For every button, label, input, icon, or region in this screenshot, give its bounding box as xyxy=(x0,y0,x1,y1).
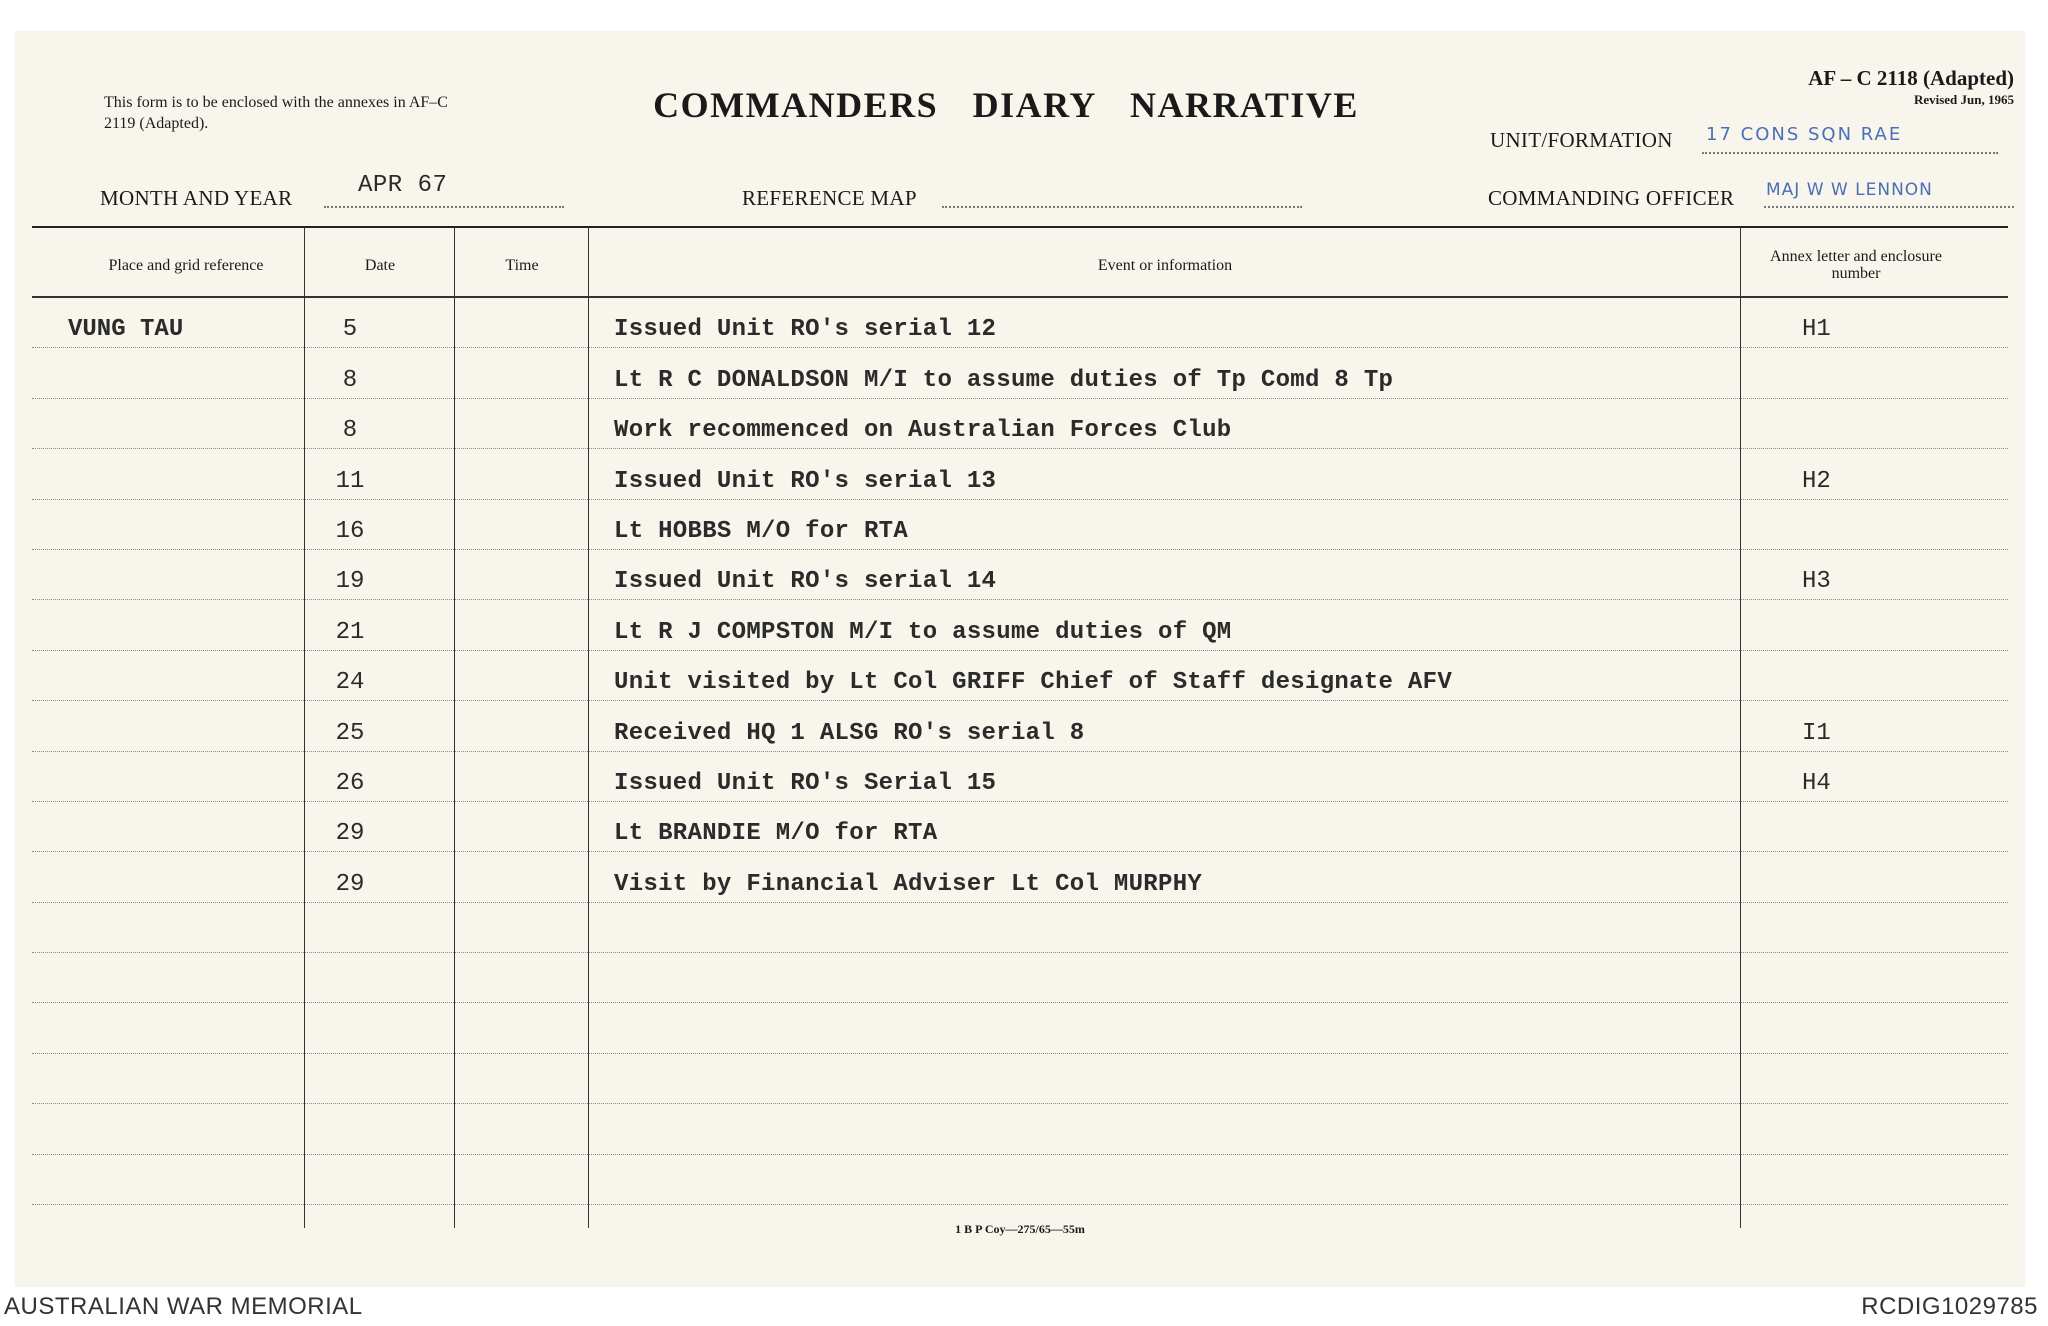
event-cell: Lt R J COMPSTON M/I to assume duties of QM xyxy=(614,618,1232,646)
annex-cell: H4 xyxy=(1802,769,1831,797)
date-cell: 8 xyxy=(342,366,358,394)
date-cell: 16 xyxy=(335,517,365,545)
archive-reference: RCDIG1029785 xyxy=(1861,1293,2038,1320)
table-row xyxy=(32,953,2008,1003)
date-cell: 19 xyxy=(335,568,365,596)
month-year-value: APR 67 xyxy=(358,172,448,199)
event-cell: Received HQ 1 ALSG RO's serial 8 xyxy=(614,719,1085,747)
table-row xyxy=(32,1155,2008,1205)
column-header-date: Date xyxy=(364,256,396,274)
column-header-time: Time xyxy=(505,256,539,274)
place-cell: VUNG TAU xyxy=(68,316,184,344)
event-cell: Work recommenced on Australian Forces Club xyxy=(614,417,1232,445)
table-row xyxy=(32,348,2008,398)
event-cell: Issued Unit RO's serial 13 xyxy=(614,467,997,495)
annex-cell: I1 xyxy=(1802,719,1831,747)
date-cell: 29 xyxy=(335,820,365,848)
column-header-annex: Annex letter and enclosure number xyxy=(1770,248,1942,282)
table-row xyxy=(32,298,2008,348)
commanding-officer-label: COMMANDING OFFICER xyxy=(1488,186,1735,210)
table-row xyxy=(32,852,2008,902)
revision-date: Revised Jun, 1965 xyxy=(1913,92,2014,107)
date-cell: 29 xyxy=(335,870,365,898)
table-row xyxy=(32,802,2008,852)
event-cell: Lt BRANDIE M/O for RTA xyxy=(614,820,938,848)
event-cell: Issued Unit RO's serial 12 xyxy=(614,316,997,344)
date-cell: 11 xyxy=(335,467,365,495)
unit-formation-field xyxy=(1702,122,1998,154)
event-cell: Lt R C DONALDSON M/I to assume duties of Tp Comd 8 Tp xyxy=(614,366,1394,394)
month-year-field xyxy=(324,172,564,208)
table-row xyxy=(32,1104,2008,1154)
event-cell: Issued Unit RO's serial 14 xyxy=(614,568,997,596)
commanding-officer-value: MAJ W W LENNON xyxy=(1766,180,1933,200)
table-row xyxy=(32,1054,2008,1104)
enclosure-note: This form is to be enclosed with the annexes in AF–C 2119 (Adapted). xyxy=(104,94,448,132)
event-cell: Visit by Financial Adviser Lt Col MURPHY xyxy=(614,870,1203,898)
date-cell: 26 xyxy=(335,769,365,797)
reference-map-label: REFERENCE MAP xyxy=(742,186,917,210)
annex-cell: H1 xyxy=(1802,316,1831,344)
event-cell: Unit visited by Lt Col GRIFF Chief of Staff designate AFV xyxy=(614,669,1453,697)
unit-formation-value: 17 CONS SQN RAE xyxy=(1706,124,1903,145)
date-cell: 5 xyxy=(342,316,358,344)
printer-mark: 1 B P Coy—275/65—55m xyxy=(955,1222,1085,1236)
commanding-officer-field xyxy=(1764,176,2014,208)
form-number: AF – C 2118 (Adapted) xyxy=(1808,66,2014,90)
date-cell: 8 xyxy=(342,417,358,445)
archive-credit: AUSTRALIAN WAR MEMORIAL xyxy=(4,1293,363,1320)
annex-cell: H3 xyxy=(1802,568,1831,596)
table-row xyxy=(32,903,2008,953)
table-row xyxy=(32,399,2008,449)
unit-formation-label: UNIT/FORMATION xyxy=(1490,128,1673,152)
date-cell: 25 xyxy=(335,719,365,747)
table-row xyxy=(32,600,2008,650)
table-row xyxy=(32,550,2008,600)
table-row xyxy=(32,701,2008,751)
event-cell: Lt HOBBS M/O for RTA xyxy=(614,517,909,545)
table-top-rule xyxy=(32,226,2008,228)
reference-map-field xyxy=(942,176,1302,208)
column-header-place: Place and grid reference xyxy=(108,256,264,274)
month-year-label: MONTH AND YEAR xyxy=(100,186,293,210)
table-row xyxy=(32,500,2008,550)
form-title: COMMANDERS DIARY NARRATIVE xyxy=(653,85,1359,125)
table-row xyxy=(32,1003,2008,1053)
table-row xyxy=(32,651,2008,701)
diary-entries xyxy=(32,298,2008,1205)
event-cell: Issued Unit RO's Serial 15 xyxy=(614,769,997,797)
table-row xyxy=(32,449,2008,499)
diary-form-sheet xyxy=(16,32,2024,1286)
date-cell: 24 xyxy=(335,669,365,697)
column-header-event: Event or information xyxy=(1097,256,1233,274)
table-row xyxy=(32,752,2008,802)
annex-cell: H2 xyxy=(1802,467,1831,495)
date-cell: 21 xyxy=(335,618,365,646)
